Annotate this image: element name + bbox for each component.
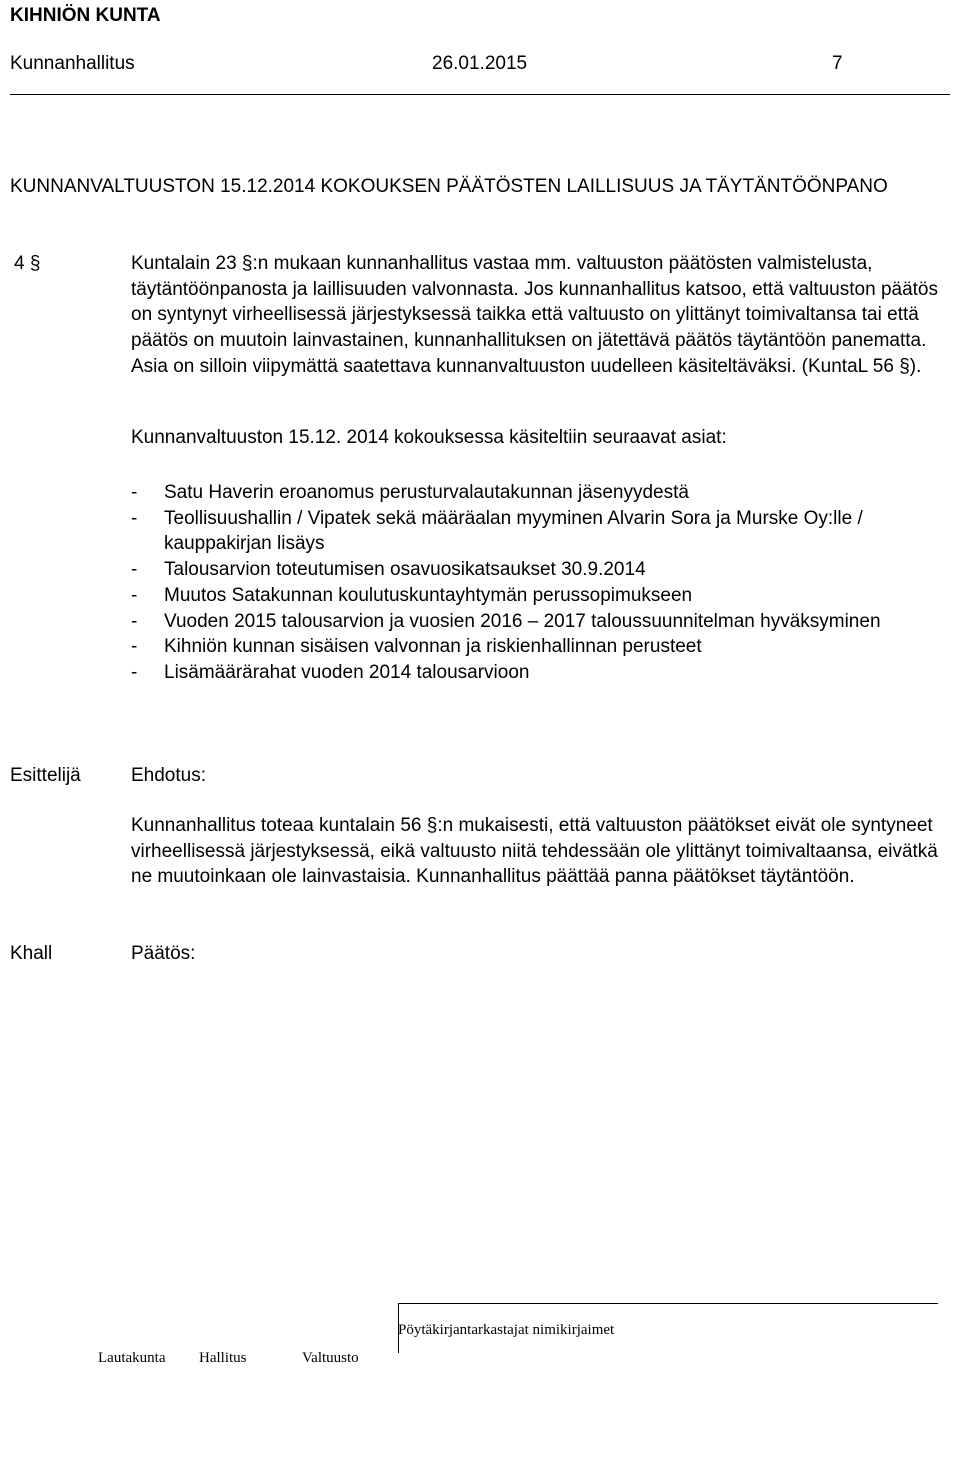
list-item: [131, 557, 931, 583]
footer-col-valtuusto: Valtuusto: [302, 1350, 359, 1366]
list-item: [131, 506, 931, 557]
signatures-label: Pöytäkirjantarkastajat nimikirjaimet: [398, 1322, 615, 1338]
meeting-body: Kunnanhallitus: [10, 53, 135, 74]
list-item-text: Kihniön kunnan sisäisen valvonnan ja riskienhallinnan perusteet: [164, 636, 702, 658]
list-item: [131, 583, 931, 609]
list-dash: -: [131, 482, 138, 503]
list-item: [131, 609, 931, 635]
list-item: [131, 634, 931, 660]
list-item: [131, 480, 931, 506]
presenter-label: Esittelijä: [10, 765, 81, 786]
list-item: [131, 660, 931, 686]
footer-col-hallitus: Hallitus: [199, 1350, 247, 1366]
page-number: 7: [832, 53, 843, 74]
header-divider: [10, 94, 950, 95]
list-dash: -: [131, 507, 138, 529]
list-item-text: Lisämäärärahat vuoden 2014 talousarvioon: [164, 661, 530, 683]
section-number: 4 §: [14, 253, 41, 274]
decision-label: Päätös:: [131, 943, 196, 964]
document-title: KUNNANVALTUUSTON 15.12.2014 KOKOUKSEN PÄÄTÖSTEN LAILLISUUS JA TÄYTÄNTÖÖNPANO: [10, 176, 888, 197]
decider-label: Khall: [10, 943, 53, 964]
list-dash: -: [131, 559, 138, 581]
proposal-label: Ehdotus:: [131, 765, 206, 786]
list-item-text: Muutos Satakunnan koulutuskuntayhtymän perussopimukseen: [164, 584, 693, 606]
list-dash: -: [131, 584, 138, 606]
organization-name: KIHNIÖN KUNTA: [10, 5, 161, 26]
list-item-text: Satu Haverin eroanomus perusturvalautakunnan jäsenyydestä: [164, 482, 689, 503]
list-item-text: Talousarvion toteutumisen osavuosikatsaukset 30.9.2014: [164, 559, 646, 581]
paragraph-legal-basis: Kuntalain 23 §:n mukaan kunnanhallitus vastaa mm. valtuuston päätösten valmistelusta, täytäntöönpanosta ja laillisuuden valvonnasta. Jos kunnanhallitus katsoo, että valtuuston päätös on syntynyt virheellisessä järjestyksessä taikka että valtuusto on ylittänyt toimivaltansa tai että päätös on muutoin lainvastainen, kunnanhallituksen on jätettävä päätös täytäntöön panematta. Asia on silloin viipymättä saatettava kunnanvaltuuston uudelleen käsiteltäväksi. (KuntaL 56 §).: [131, 253, 938, 377]
list-dash: -: [131, 636, 138, 658]
footer-col-lautakunta: Lautakunta: [98, 1350, 166, 1366]
list-item-text: Vuoden 2015 talousarvion ja vuosien 2016 – 2017 taloussuunnitelman hyväksyminen: [164, 610, 881, 632]
agenda-item-list: [131, 480, 931, 686]
proposal-text: Kunnanhallitus toteaa kuntalain 56 §:n mukaisesti, että valtuuston päätökset eivät ole syntyneet virheellisessä järjestyksessä, eikä valtuusto niitä tehdessään ole ylittänyt toimivaltaansa, eivätkä ne muutoinkaan ole lainvastaisia. Kunnanhallitus päättää panna päätökset täytäntöön.: [131, 815, 938, 888]
meeting-date: 26.01.2015: [432, 53, 528, 74]
footer-top-line: [398, 1303, 938, 1304]
paragraph-meeting-items: Kunnanvaltuuston 15.12. 2014 kokouksessa käsiteltiin seuraavat asiat:: [131, 427, 727, 448]
list-item-text: Teollisuushallin / Vipatek sekä määräalan myyminen Alvarin Sora ja Murske Oy:lle / kauppakirjan lisäys: [164, 507, 863, 555]
list-dash: -: [131, 610, 138, 632]
list-dash: -: [131, 661, 138, 683]
